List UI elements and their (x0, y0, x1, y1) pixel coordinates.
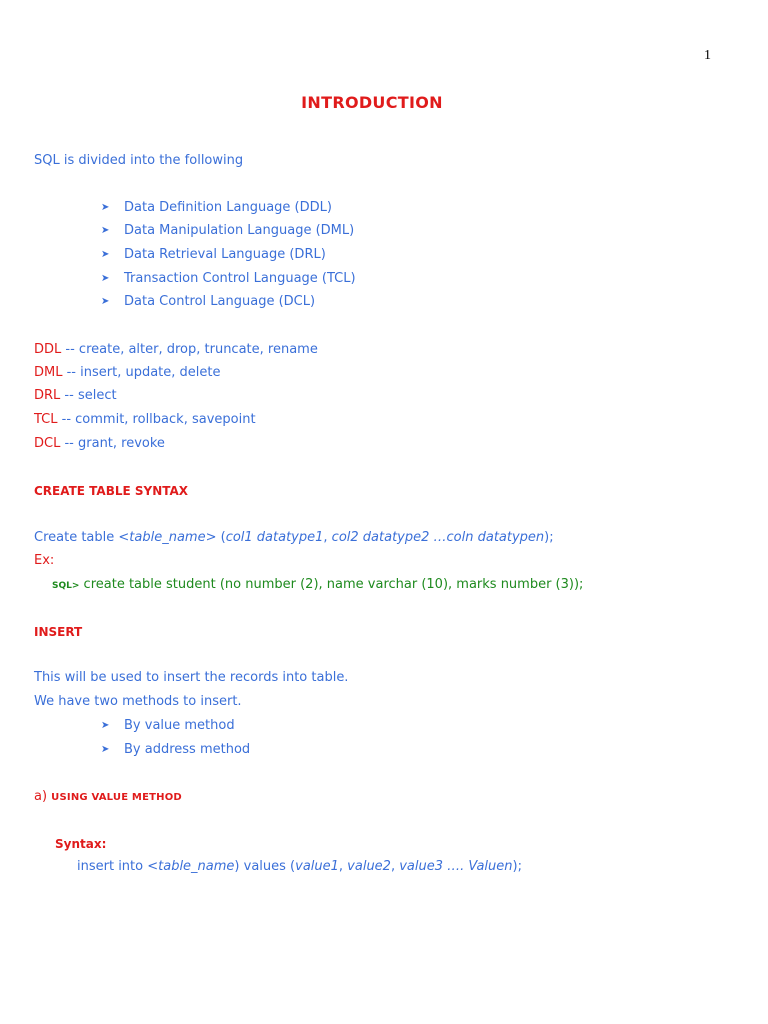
list-item-label: By value method (124, 718, 235, 733)
arrow-bullet-icon: ➤ (101, 225, 110, 236)
example-label: Ex: (34, 553, 55, 568)
intro-text: SQL is divided into the following (34, 153, 244, 168)
list-item (101, 270, 356, 288)
arrow-bullet-icon: ➤ (101, 744, 110, 755)
command-key: TCL (34, 412, 58, 427)
syntax-mid: ) values ( (234, 859, 296, 874)
syntax-label: Syntax: (55, 837, 107, 851)
command-row-drl (34, 387, 117, 405)
list-item (101, 199, 332, 217)
arrow-bullet-icon: ➤ (101, 296, 110, 307)
sql-prompt: SQL> (52, 581, 80, 591)
list-item (101, 246, 326, 264)
command-value: commit, rollback, savepoint (75, 412, 256, 427)
list-item-label: Data Definition Language (DDL) (124, 200, 332, 215)
command-row-dcl (34, 435, 165, 453)
syntax-prefix: insert into < (77, 859, 159, 874)
syntax-col1: col1 datatype1 (225, 530, 324, 545)
syntax-mid: > ( (205, 530, 226, 545)
list-item-label: Data Manipulation Language (DML) (124, 223, 355, 238)
page-title: INTRODUCTION (301, 93, 443, 112)
list-item (101, 741, 250, 759)
example-statement: create table student (no number (2), name varchar (10), marks number (3)); (79, 577, 584, 592)
arrow-bullet-icon: ➤ (101, 202, 110, 213)
command-row-tcl (34, 411, 256, 429)
sub-label: a) (34, 789, 52, 804)
sub-heading: USING VALUE METHOD (51, 792, 182, 803)
create-table-heading: CREATE TABLE SYNTAX (34, 484, 189, 498)
list-item (101, 222, 354, 240)
list-item-label: Data Retrieval Language (DRL) (124, 247, 326, 262)
command-key: DML (34, 365, 63, 380)
insert-heading: INSERT (34, 625, 83, 639)
syntax-comma: , (323, 530, 332, 545)
command-value: insert, update, delete (80, 365, 221, 380)
insert-desc-1: This will be used to insert the records into table. (34, 670, 349, 685)
arrow-bullet-icon: ➤ (101, 249, 110, 260)
command-key: DRL (34, 388, 61, 403)
command-row-dml (34, 364, 221, 382)
syntax-suffix: ); (544, 530, 554, 545)
command-sep: -- (60, 388, 78, 403)
command-sep: -- (60, 436, 78, 451)
command-value: create, alter, drop, truncate, rename (78, 342, 318, 357)
syntax-suffix: ); (512, 859, 522, 874)
command-sep: -- (57, 412, 76, 427)
command-sep: -- (61, 342, 79, 357)
syntax-table-name: table_name (129, 530, 206, 545)
syntax-comma: , (338, 859, 348, 874)
syntax-value1: value1 (295, 859, 339, 874)
value-method-heading (34, 788, 182, 807)
list-item (101, 293, 315, 311)
syntax-prefix: Create table < (34, 530, 130, 545)
insert-desc-2: We have two methods to insert. (34, 694, 242, 709)
command-row-ddl (34, 341, 318, 359)
syntax-value2: value2 (347, 859, 391, 874)
command-key: DCL (34, 436, 61, 451)
arrow-bullet-icon: ➤ (101, 273, 110, 284)
command-value: select (77, 388, 117, 403)
list-item-label: Data Control Language (DCL) (124, 294, 316, 309)
command-sep: -- (62, 365, 81, 380)
syntax-table-name: table_name (158, 859, 235, 874)
syntax-col2: col2 datatype2 …coln datatypen (331, 530, 545, 545)
insert-syntax (77, 858, 522, 876)
list-item (101, 717, 235, 735)
example-code (52, 576, 583, 595)
list-item-label: Transaction Control Language (TCL) (124, 271, 356, 286)
create-table-syntax (34, 529, 554, 547)
arrow-bullet-icon: ➤ (101, 720, 110, 731)
command-key: DDL (34, 342, 62, 357)
syntax-comma: , (390, 859, 400, 874)
syntax-value3: value3 …. Valuen (399, 859, 513, 874)
page-number: 1 (704, 48, 711, 63)
command-value: grant, revoke (78, 436, 165, 451)
list-item-label: By address method (124, 742, 251, 757)
